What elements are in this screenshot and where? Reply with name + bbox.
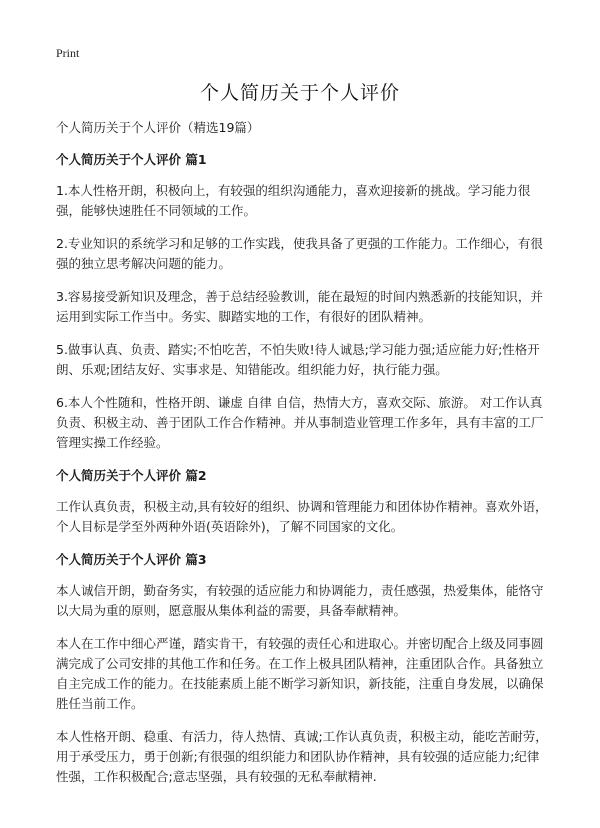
paragraph: 工作认真负责，积极主动,具有较好的组织、协调和管理能力和团体协作精神。喜欢外语，个人目标是学至外两种外语(英语除外)，了解不同国家的文化。	[56, 499, 548, 534]
paragraph: 2.专业知识的系统学习和足够的工作实践，使我具备了更强的工作能力。工作细心，有很强的独立思考解决问题的能力。	[56, 236, 543, 271]
section-heading: 个人简历关于个人评价 篇2	[56, 468, 207, 483]
paragraph: 本人在工作中细心严谨，踏实肯干，有较强的责任心和进取心。并密切配合上级及同事圆满完成了公司安排的其他工作和任务。在工作上极具团队精神，注重团队合作。具备独立自主完成工作的能力。在技能素质上能不断学习新知识，新技能，注重自身发展，以确保胜任当前工作。	[56, 636, 544, 711]
paragraph: 6.本人个性随和，性格开朗、谦虚 自律 自信，热情大方，喜欢交际、旅游。 对工作认真负责、积极主动、善于团队工作合作精神。并从事制造业管理工作多年，具有丰富的工厂管理实操工作经验。	[56, 395, 544, 450]
paragraph: 本人诚信开朗，勤奋务实，有较强的适应能力和协调能力，责任感强，热爱集体，能恪守以大局为重的原则，愿意服从集体利益的需要，具备奉献精神。	[56, 583, 544, 618]
document-body	[56, 118, 548, 800]
section-heading: 个人简历关于个人评价 篇1	[56, 152, 207, 167]
page-title: 个人简历关于个人评价	[199, 82, 400, 104]
paragraph: 5.做事认真、负责、踏实;不怕吃苦，不怕失败!待人诚恳;学习能力强;适应能力好;性格开朗、乐观;团结友好、实事求是、知错能改。组织能力好，执行能力强。	[56, 342, 540, 377]
section-2	[56, 466, 548, 537]
paragraph: 1.本人性格开朗，积极向上，有较强的组织沟通能力，喜欢迎接新的挑战。学习能力很强，能够快速胜任不同领域的工作。	[56, 183, 531, 218]
paragraph: 3.容易接受新知识及理念，善于总结经验教训，能在最短的时间内熟悉新的技能知识，并运用到实际工作当中。务实、脚踏实地的工作，有很好的团队精神。	[56, 289, 543, 324]
print-label: Print	[56, 46, 80, 60]
paragraph: 本人性格开朗、稳重、有活力，待人热情、真诚;工作认真负责，积极主动，能吃苦耐劳，用于承受压力，勇于创新;有很强的组织能力和团队协作精神，具有较强的适应能力;纪律性强，工作积极配合;意志坚强，具有较强的无私奉献精神.	[56, 729, 548, 784]
section-heading: 个人简历关于个人评价 篇3	[56, 552, 207, 567]
document-subtitle: 个人简历关于个人评价（精选19篇）	[56, 120, 260, 135]
section-3	[56, 550, 548, 787]
section-1	[56, 150, 548, 453]
